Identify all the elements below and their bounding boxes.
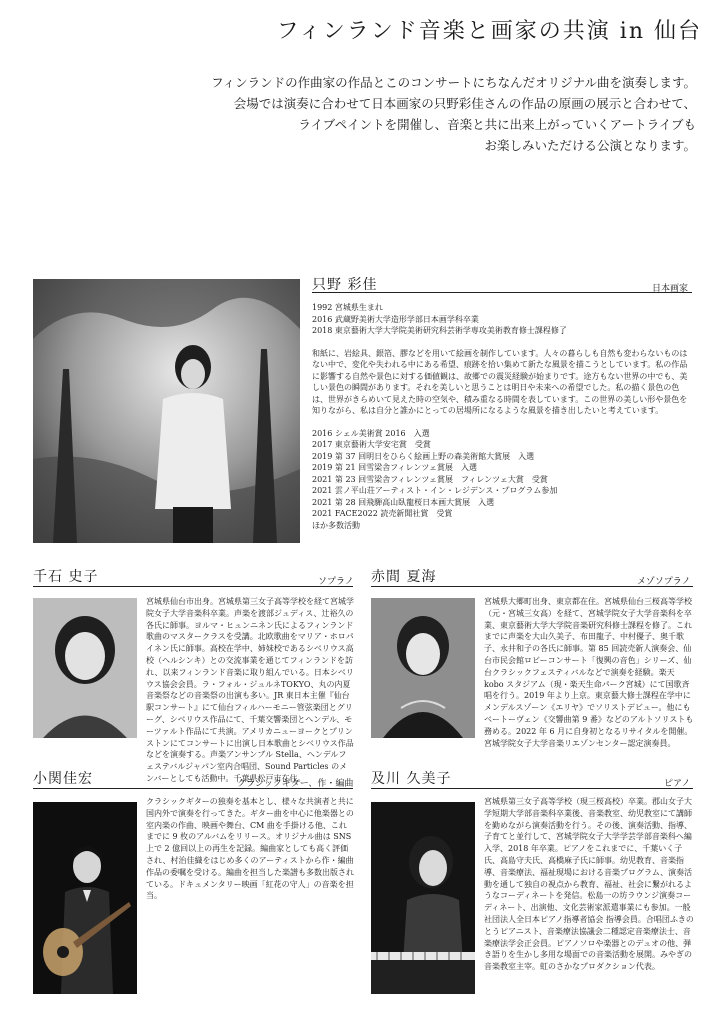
award-item: 2019 第 21 回雪梁舎フィレンツェ賞展 入選 [312, 463, 478, 472]
page-title: フィンランド音楽と画家の共演 in 仙台 [276, 19, 702, 44]
akama-bio: 宮城県大郷町出身、東京都在住。宮城県仙台三桜高等学校（元・宮城三女高）を経て、宮城学院女子大学音楽科を卒業、東京藝術大学大学院音楽研究科修士課程を修了。これまでに声楽を大山久美子、布田龍子、中村優子、奥千歌子、永井和子の各氏に師事。第 85 回読売新人演奏会、仙台市民会館ロビーコンサート「復興の音色」シリーズ、仙台クラシックフェスティバルなどで演奏を経験。楽天 kobo スタジアム（現・楽天生命パーク宮城）にて国歌斉唱を行う。2019 年より上京。東京藝大修士課程在学中にメンデルスゾーン《エリヤ》でソリストデビュー。他にもベートーヴェン《交響曲第 9 番》などのアルトソリストも務める。2022 年 6 月に自身初となるリサイタルを開催。宮城学院女子大学音楽リエゾンセンター認定演奏員。 [484, 597, 694, 748]
tadano-name: 只野 彩佳 [312, 277, 378, 293]
oikawa-divider [371, 788, 693, 789]
senkoku-role: ソプラノ [318, 577, 354, 587]
senkoku-photo [33, 598, 137, 738]
award-item: 2021 FACE2022 読売新聞社賞 受賞 [312, 509, 453, 518]
award-item: 2016 シェル美術賞 2016 入選 [312, 428, 430, 438]
koseki-name: 小関佳宏 [33, 771, 93, 787]
koseki-divider [33, 788, 353, 789]
intro-line: お楽しみいただける公演となります。 [484, 138, 696, 153]
tadano-divider [312, 292, 692, 293]
senkoku-divider [33, 586, 353, 587]
award-item: 2021 第 28 回飛騨高山臥龍桜日本画大賞展 入選 [312, 497, 495, 507]
intro-line: フィンランドの作曲家の作品とこのコンサートにちなんだオリジナル曲を演奏します。 [211, 75, 696, 90]
award-item: 2017 東京藝術大学安宅賞 受賞 [312, 440, 431, 449]
award-item: 2021 第 23 回雪梁舎フィレンツェ賞展 フィレンツェ大賞 受賞 [312, 474, 548, 484]
tadano-bio [312, 302, 694, 531]
intro-text [176, 72, 696, 156]
akama-divider [371, 586, 693, 587]
intro-line: 会場では演奏に合わせて日本画家の只野彩佳さんの作品の原画の展示と合わせて、 [233, 96, 696, 111]
koseki-photo [33, 802, 137, 994]
akama-name: 赤間 夏海 [371, 569, 437, 585]
award-item: 2021 雲ノ平山荘アーティスト・イン・レジデンス・プログラム参加 [312, 486, 558, 495]
tadano-role: 日本画家 [652, 284, 689, 294]
senkoku-name: 千石 史子 [33, 569, 99, 585]
oikawa-role: ピアノ [664, 779, 691, 789]
oikawa-name: 及川 久美子 [371, 771, 452, 787]
history-item: 1992 宮城県生まれ [312, 303, 383, 312]
award-item: ほか多数活動 [312, 520, 360, 530]
history-item: 2016 武蔵野美術大学造形学部日本画学科卒業 [312, 314, 479, 324]
oikawa-photo [371, 802, 475, 994]
tadano-statement: 和紙に、岩絵具、銀箔、膠などを用いて絵画を制作しています。人々の暮らしも自然も変わらないものはない中で、変化や失われる中にある希望、痕跡を拾い集めて新たな風景を描こうとしています。私の作品に影響する自然や景色に対する価値観は、故郷での震災経験が始まりです。途方もない世界の中でも、美しい景色の瞬間があります。それを美しいと思うことは明日や未来への希望でした。私の描く景色の色は、世界がきらめいて見えた時の空気や、積み重なる時間を表しています。この世界の美しい形や景色を知りながら、私は自分と誰かにとっての居場所になるような風景を描き出したいと考えています。 [312, 348, 688, 415]
tadano-photo [33, 279, 300, 543]
award-item: 2019 第 37 回明日をひらく絵画上野の森美術館大賞展 入選 [312, 451, 535, 461]
history-item: 2018 東京藝術大学大学院美術研究科芸術学専攻美術教育修士課程修了 [312, 326, 567, 335]
intro-line: ライブペイントを開催し、音楽と共に出来上がっていくアートライブも [298, 117, 696, 132]
koseki-bio: クラシックギターの独奏を基本とし、様々な共演者と共に国内外で演奏を行ってきた。ギター曲を中心に他楽器との室内楽の作曲、映画や舞台、CM 曲を手掛ける他、これまでに 9 枚のアルバムをリリース。オリジナル曲は SNS 上で 2 億回以上の再生を記録。編曲家としても高く評価され、村治佳織をはじめ多くのアーティストから作・編曲作品の委嘱を受ける。編曲を担当した楽譜も多数出版されている。ドキュメンタリー映画「紅花の守人」の音楽を担当。 [146, 797, 354, 901]
akama-role: メゾソプラノ [637, 577, 691, 587]
oikawa-bio: 宮城県第三女子高等学校（現三桜高校）卒業。郡山女子大学短期大学部音楽科卒業後、音楽教室、幼児教室にて講師を勤めながら演奏活動を行う。その後、演奏活動、指導、子育てと並行して、宮城学院女子大学学芸学部音楽科へ編入学、2018 年卒業。ピアノをこれまでに、千葉いく子氏、高島守夫氏、高橋麻子氏に師事。幼児教育、音楽指導、音楽療法、福祉現場における音楽プログラム、演奏活動を通して独自の視点から教育、福祉、社会に繋がれるようなコーディネートを発信。松島一の坊ラウンジ演奏コーディネート、出演他、文化芸術家派遣事業にも参加。一般社団法人全日本ピアノ指導者協会 指導会員。合唱団ふきのとうピアニスト、音楽療法協議会二種認定音楽療法士、音楽療法学会正会員。ピアノソロや楽器とのデュオの他、弾き語りを生かし多用な場面での音楽活動を展開。みやぎの音楽教室主宰。虹のさかなプロダクション代表。 [484, 797, 694, 972]
senkoku-bio: 宮城県仙台市出身。宮城県第三女子高等学校を経て宮城学院女子大学音楽科卒業。声楽を渡部ジュディス、辻裕久の各氏に師事。ヨルマ・ヒュンニネン氏によるフィンランド歌曲のマスタークラスを受講。北欧歌曲をマリア・ホロパイネン氏に師事。高校在学中、姉妹校であるシベリウス高校（ヘルシンキ）との交流事業を通じてフィンランドを訪れ、以来フィンランド音楽に取り組んでいる。日本シベリウス協会会員。ラ・フォル・ジュルネTOKYO、丸の内夏音楽祭などの音楽祭の出演も多い。JR 東日本主催『仙台駅コンサート』にて仙台フィルハーモニー管弦楽団とグリーグ、シベリウス作品にて、千葉交響楽団とヘンデル、モーツァルト作品にて共演。アメリカニューヨークとプリンストンにてコンサートに出演し日本歌曲とシベリウス作品などを演奏する。声楽アンサンブル Stella、ヘンデルフェステバルジャパン室内合唱団、Sound Particles のメンバーとしても活動中。千葉県松戸市在住。 [146, 597, 354, 783]
akama-photo [371, 598, 475, 738]
koseki-role: クラシックギター、作・編曲 [237, 779, 354, 789]
